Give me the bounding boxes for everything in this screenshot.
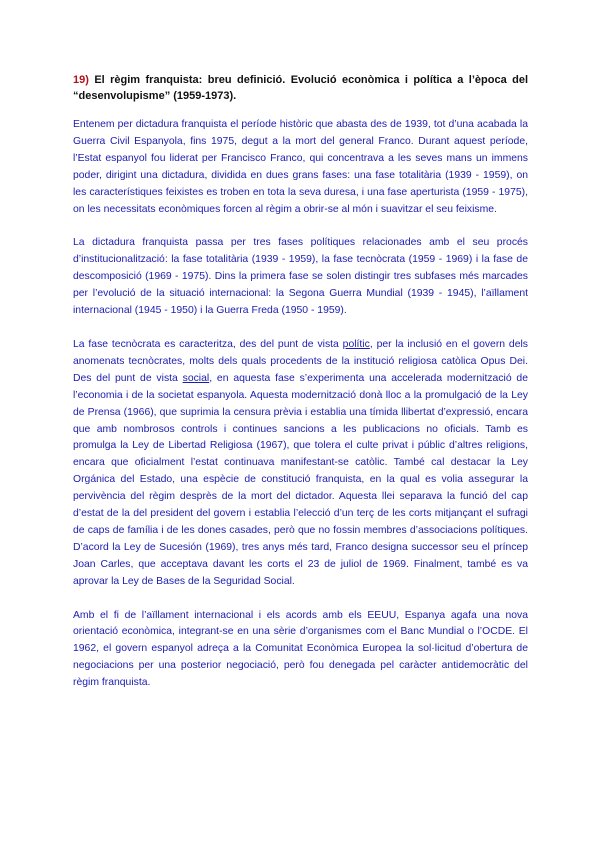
paragraph-technocratic-phase <box>73 337 528 591</box>
paragraph-text-segment: , per la inclusió en el govern dels anomenats tecnòcrates, molts dels quals procedents de la institució religiosa catòlica Opus Dei. Des del punt de vista <box>73 338 528 384</box>
question-heading <box>73 72 528 104</box>
paragraph-definition: Entenem per dictadura franquista el període històric que abasta des de 1939, tot d’una acabada la Guerra Civil Espanyola, fins 1975, degut a la mort del general Franco. Durant aquest període, l’Estat espanyol fou liderat per Francisco Franco, qui concentrava a les seves mans un immens poder, dirigint una dictadura, dividida en dues grans fases: una fase totalitària (1939 - 1959), on les característiques feixistes es troben en tota la seva duresa, i una fase aperturista (1959 - 1975), on les necessitats econòmiques forcen al règim a obrir-se al món i suavitzar el seu feixisme. <box>73 119 528 215</box>
link-politic[interactable]: polític <box>342 338 370 350</box>
paragraph-economic-orientation: Amb el fi de l’aïllament internacional i els acords amb els EEUU, Espanya agafa una nova orientació econòmica, integrant-se en una sèrie d’organismes com el Banc Mundial o l’OCDE. El 1962, el govern espanyol adreça a la Comunitat Econòmica Europea la sol·licitud d’obertura de negociacions per una posterior negociació, però fou denegada pel caràcter antidemocràtic del règim franquista. <box>73 609 528 689</box>
question-number: 19) <box>73 74 89 86</box>
question-title: El règim franquista: breu definició. Evolució econòmica i política a l’època del “desenvolupisme” (1959-1973). <box>73 74 528 102</box>
paragraph-text-segment: , en aquesta fase s’experimenta una accelerada modernització de l’economia i de la societat espanyola. Aquesta modernització donà lloc a la promulgació de la Ley de Prensa (1966), que suprimia la censura prèvia i establia una tímida llibertat d’expressió, encara que amb nombrosos controls i continues sancions a les publicacions no oficials. Tamb es promulga la Ley de Libertad Religiosa (1967), que tolera el culte privat i públic d’altres religions, encara que oficialment l’estat continuava manifestant-se catòlic. També cal destacar la Ley Orgánica del Estado, una espècie de constitució franquista, en la qual es volia assegurar la pervivència del règim desprès de la mort del dictador. Aquesta llei separava la funció del cap d’estat de la del president del govern i establia l’elecció d’un terç de les corts mitjançant el sufragi de caps de família i de les dones casades, però que no fossin membres d’associacions polítiques. D’acord la Ley de Sucesión (1969), tres anys més tard, Franco designa successor seu el príncep Joan Carles, que acceptava davant les corts el 23 de juliol de 1969. Finalment, també es va aprovar la Ley de Bases de la Seguridad Social. <box>73 372 528 587</box>
paragraph-phases: La dictadura franquista passa per tres fases polítiques relacionades amb el seu procés d’institucionalització: la fase totalitària (1939 - 1959), la fase tecnòcrata (1959 - 1969) i la fase de descomposició (1969 - 1975). Dins la primera fase se solen distingir tres subfases més marcades per l’evolució de la situació internacional: la Segona Guerra Mundial (1939 - 1945), l’aïllament internacional (1945 - 1950) i la Guerra Freda (1950 - 1959). <box>73 237 528 317</box>
link-social[interactable]: social <box>182 372 210 384</box>
paragraph-text-segment: La fase tecnòcrata es caracteritza, des del punt de vista <box>73 338 343 350</box>
